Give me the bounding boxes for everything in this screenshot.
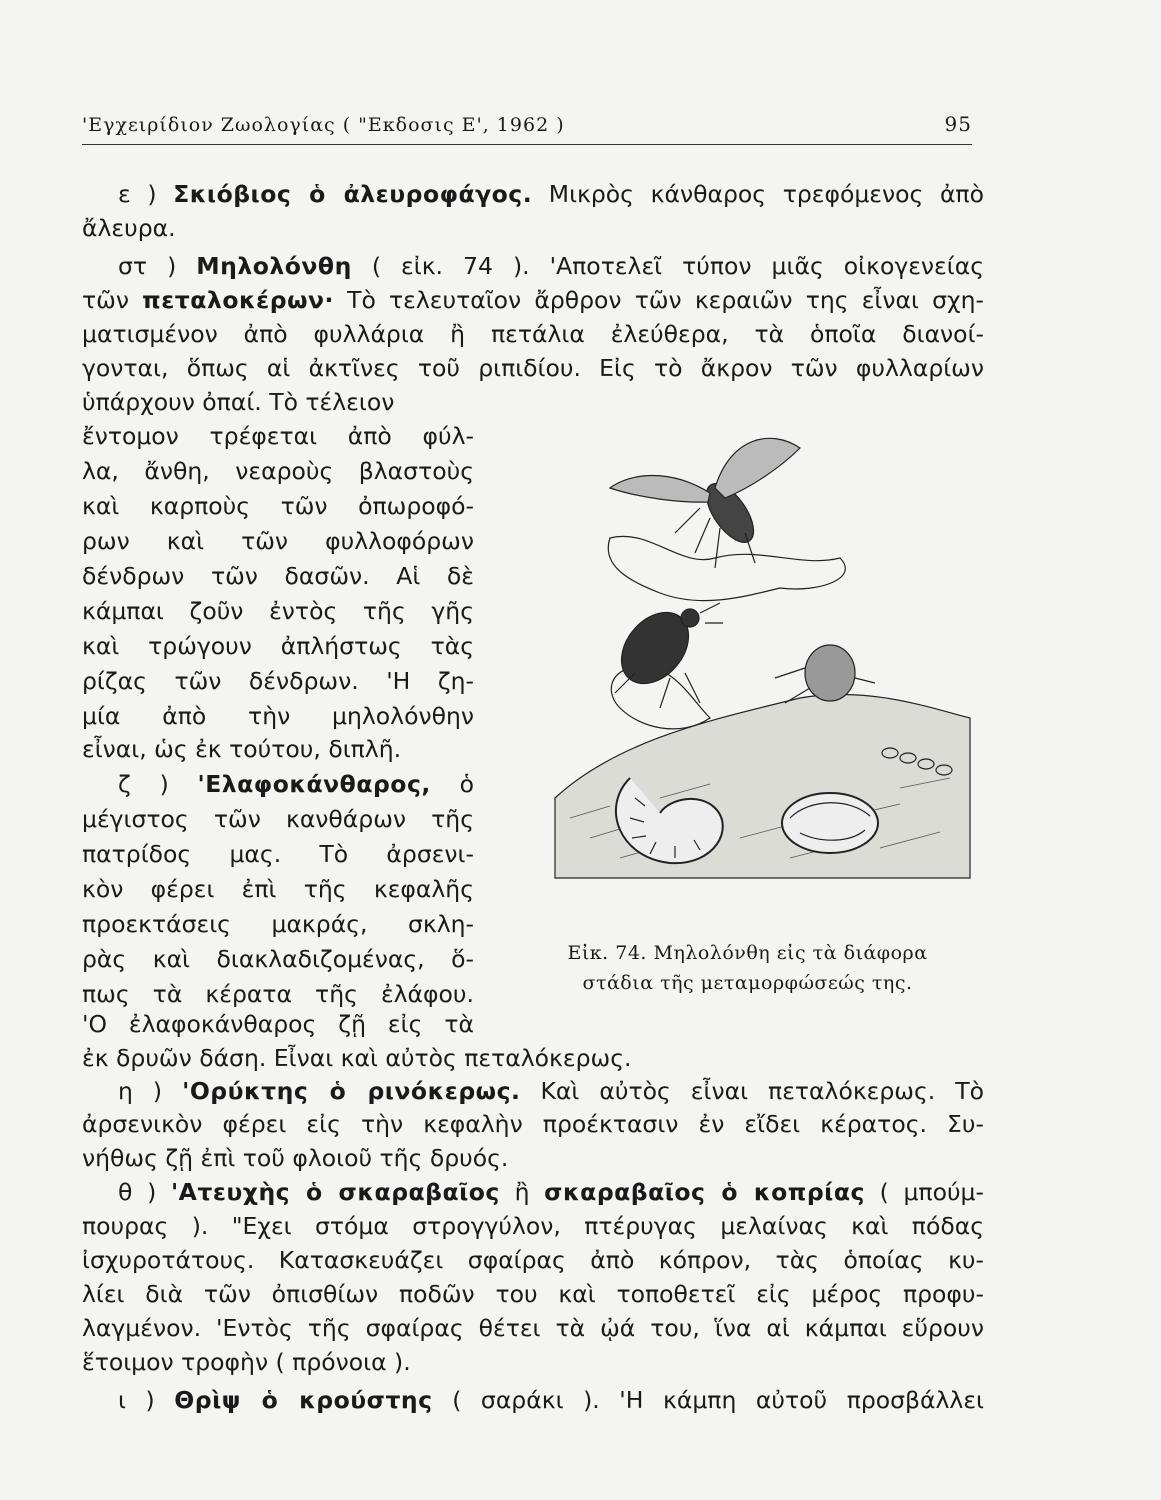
header-title: 'Εγχειρίδιον Ζωολογίας ( "Εκδοσις Ε', 1962 ) xyxy=(82,114,565,136)
paragraph-z-line: 'Ο ἐλαφοκάνθαρος ζῇ εἰς τὰ xyxy=(82,1010,474,1038)
paragraph-t-line: λίει διὰ τῶν ὀπισθίων ποδῶν του καὶ τοποθετεῖ εἰς μέρος προφυ- xyxy=(82,1280,984,1308)
paragraph-st-line: γονται, ὅπως αἱ ἀκτῖνες τοῦ ριπιδίου. Εἰς τὸ ἄκρον τῶν φυλλαρίων xyxy=(82,354,984,382)
paragraph-e-line: ε ) Σκιόβιος ὁ ἀλευροφάγος. Μικρὸς κάνθαρος τρεφόμενος ἀπὸ xyxy=(118,180,984,208)
paragraph-z-line: πως τὰ κέρατα τῆς ἐλάφου. xyxy=(82,980,474,1008)
paragraph-h-line: νήθως ζῇ ἐπὶ τοῦ φλοιοῦ τῆς δρυός. xyxy=(82,1144,509,1172)
paragraph-st-line: λα, ἄνθη, νεαροὺς βλαστοὺς xyxy=(82,457,474,485)
term-melolonthe: Μηλολόνθη xyxy=(196,252,352,280)
pupa xyxy=(782,793,878,853)
term-oryktes: 'Ορύκτης ὁ ρινόκερως. xyxy=(182,1077,521,1105)
term-elafokantharos: 'Ελαφοκάνθαρος, xyxy=(197,770,431,798)
paragraph-t-line: θ ) 'Ατευχὴς ὁ σκαραβαῖος ἢ σκαραβαῖος ὁ κοπρίας ( μπούμ- xyxy=(118,1178,984,1206)
paragraph-st-line: εἶναι, ὡς ἐκ τούτου, διπλῆ. xyxy=(82,735,402,763)
paragraph-z-line: ζ ) 'Ελαφοκάνθαρος, ὁ xyxy=(118,770,474,798)
paragraph-st-line: ρων καὶ τῶν φυλλοφόρων xyxy=(82,527,474,555)
paragraph-z-line: προεκτάσεις μακράς, σκλη- xyxy=(82,910,474,938)
paragraph-h-line: ἀρσενικὸν φέρει εἰς τὴν κεφαλὴν προέκτασιν ἐν εἴδει κέρατος. Συ- xyxy=(82,1110,984,1138)
paragraph-st-line: μία ἀπὸ τὴν μηλολόνθην xyxy=(82,702,474,730)
paragraph-z-line: ἐκ δρυῶν δάση. Εἶναι καὶ αὐτὸς πεταλόκερως. xyxy=(82,1044,632,1072)
paragraph-z-line: κὸν φέρει ἐπὶ τῆς κεφαλῆς xyxy=(82,875,474,903)
page-number: 95 xyxy=(944,112,972,136)
paragraph-z-line: ρὰς καὶ διακλαδιζομένας, ὅ- xyxy=(82,945,474,973)
paragraph-st-line: τῶν πεταλοκέρων· Τὸ τελευταῖον ἄρθρον τῶν κεραιῶν της εἶναι σχη- xyxy=(82,286,984,314)
term-skarabaios-koprias: σκαραβαῖος ὁ κοπρίας xyxy=(544,1178,865,1206)
paragraph-st-line: κάμπαι ζοῦν ἐντὸς τῆς γῆς xyxy=(82,597,474,625)
paragraph-t-line: ἕτοιμον τροφὴν ( πρόνοια ). xyxy=(82,1348,411,1376)
crawling-beetle xyxy=(608,599,723,708)
figure-illustration xyxy=(540,418,980,888)
paragraph-h-line: η ) 'Ορύκτης ὁ ρινόκερως. Καὶ αὐτὸς εἶναι πεταλόκερως. Τὸ xyxy=(118,1077,984,1105)
caption-line: στάδια τῆς μεταμορφώσεώς της. xyxy=(582,972,913,994)
paragraph-st-line: ἔντομον τρέφεται ἀπὸ φύλ- xyxy=(82,422,474,450)
paragraph-st-line: καὶ τρώγουν ἀπλήστως τὰς xyxy=(82,632,474,660)
paragraph-t-line: ἰσχυροτάτους. Κατασκευάζει σφαίρας ἀπὸ κόπρον, τὰς ὁποίας κυ- xyxy=(82,1246,984,1274)
term-petalokeron: πεταλοκέρων· xyxy=(142,286,334,314)
term-ateuches: 'Ατευχὴς ὁ σκαραβαῖος xyxy=(170,1178,500,1206)
air-outline xyxy=(608,536,845,600)
paragraph-e-line: ἄλευρα. xyxy=(82,214,176,242)
paragraph-st-line: ὑπάρχουν ὀπαί. Τὸ τέλειον xyxy=(82,388,395,416)
paragraph-t-line: πουρας ). "Εχει στόμα στρογγύλον, πτέρυγας μελαίνας καὶ πόδας xyxy=(82,1212,984,1240)
flying-beetle xyxy=(610,438,800,568)
paragraph-t-line: λαγμένον. 'Εντὸς τῆς σφαίρας θέτει τὰ ᾠά του, ἵνα αἱ κάμπαι εὕρουν xyxy=(82,1314,984,1342)
paragraph-st-line: ρίζας τῶν δένδρων. 'Η ζη- xyxy=(82,667,474,695)
paragraph-st-line: δένδρων τῶν δασῶν. Αἱ δὲ xyxy=(82,562,474,590)
paragraph-z-line: μέγιστος τῶν κανθάρων τῆς xyxy=(82,805,474,833)
term-thrips: Θρὶψ ὁ κρούστης xyxy=(174,1386,433,1414)
paragraph-st-line: στ ) Μηλολόνθη ( εἰκ. 74 ). 'Αποτελεῖ τύπον μιᾶς οἰκογενείας xyxy=(118,252,984,280)
young-beetle xyxy=(775,645,875,703)
paragraph-st-line: ματισμένον ἀπὸ φυλλάρια ἢ πετάλια ἐλεύθερα, τὰ ὁποῖα διανοί- xyxy=(82,320,984,348)
running-header xyxy=(82,110,972,145)
paragraph-i-line: ι ) Θρὶψ ὁ κρούστης ( σαράκι ). 'Η κάμπη αὐτοῦ προσβάλλει xyxy=(118,1386,984,1414)
paragraph-st-line: καὶ καρποὺς τῶν ὀπωροφό- xyxy=(82,492,474,520)
paragraph-z-line: πατρίδος μας. Τὸ ἀρσενι- xyxy=(82,840,474,868)
figure-caption xyxy=(540,938,955,998)
term-skiobios: Σκιόβιος ὁ ἀλευροφάγος. xyxy=(173,180,533,208)
caption-line: Εἰκ. 74. Μηλολόνθη εἰς τὰ διάφορα xyxy=(567,942,928,964)
